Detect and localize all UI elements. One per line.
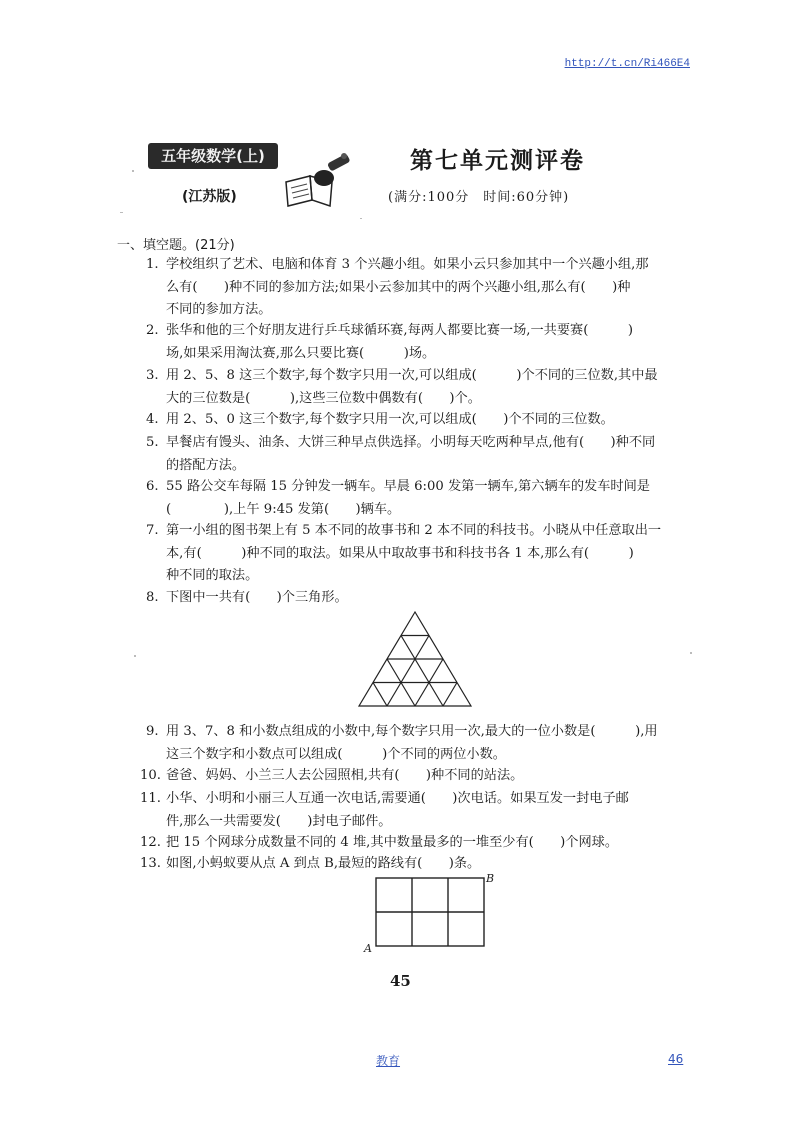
question-text-line: 把 15 个网球分成数量不同的 4 堆,其中数量最多的一堆至少有( )个网球。 [166, 835, 619, 850]
scan-speck [120, 212, 123, 213]
question-text-line: 大的三位数是( ),这些三位数中偶数有( )个。 [166, 390, 481, 406]
question-7 [146, 520, 661, 588]
question-number: 10. [140, 768, 161, 783]
question-text-line: 早餐店有馒头、油条、大饼三种早点供选择。小明每天吃两种早点,他有( )种不同 [166, 435, 656, 450]
question-number: 12. [140, 835, 161, 850]
question-text-line: 用 2、5、8 这三个数字,每个数字只用一次,可以组成( )个不同的三位数,其中最 [166, 368, 658, 383]
triangle-grid-figure [355, 610, 475, 708]
scan-speck [134, 655, 136, 657]
question-number: 6. [146, 479, 159, 494]
question-text-line: 如图,小蚂蚁要从点 A 到点 B,最短的路线有( )条。 [166, 856, 481, 871]
book-pencil-logo-icon [280, 148, 356, 210]
question-number: 13. [140, 856, 161, 871]
question-text-line: 张华和他的三个好朋友进行乒乓球循环赛,每两人都要比赛一场,一共要赛( ) [166, 323, 634, 338]
point-a-label: A [364, 942, 372, 954]
question-9 [146, 721, 658, 766]
question-4 [146, 409, 614, 432]
question-3 [146, 365, 658, 410]
question-number: 8. [146, 590, 159, 605]
question-text-line: 55 路公交车每隔 15 分钟发一辆车。早晨 6:00 发第一辆车,第六辆车的发车时间是 [166, 479, 650, 494]
question-12 [140, 832, 618, 855]
question-number: 1. [146, 257, 159, 272]
page-title: 第七单元测评卷 [410, 147, 585, 174]
source-url-link[interactable]: http://t.cn/Ri466E4 [564, 58, 690, 70]
footer-link-page[interactable]: 46 [668, 1052, 684, 1066]
question-text-line: 么有( )种不同的参加方法;如果小云参加其中的两个兴趣小组,那么有( )种 [166, 279, 631, 295]
question-number: 2. [146, 323, 159, 338]
question-10 [140, 765, 523, 788]
route-grid-figure [362, 872, 496, 954]
question-8 [146, 587, 348, 610]
question-text-line: 这三个数字和小数点可以组成( )个不同的两位小数。 [166, 746, 506, 762]
point-b-label: B [486, 872, 495, 885]
question-text-line: 件,那么一共需要发( )封电子邮件。 [166, 813, 392, 829]
question-11 [140, 788, 629, 833]
exam-info-subtitle: (满分:100分 时间:60分钟) [388, 190, 570, 205]
scan-speck [360, 218, 362, 219]
question-text-line: 学校组织了艺术、电脑和体育 3 个兴趣小组。如果小云只参加其中一个兴趣小组,那 [166, 257, 649, 272]
question-text-line: 本,有( )种不同的取法。如果从中取故事书和科技书各 1 本,那么有( ) [166, 545, 634, 561]
question-2 [146, 320, 633, 365]
page-number: 45 [390, 972, 411, 990]
question-text-line: 爸爸、妈妈、小兰三人去公园照相,共有( )种不同的站法。 [166, 768, 524, 783]
question-1 [146, 254, 649, 322]
question-text-line: 用 2、5、0 这三个数字,每个数字只用一次,可以组成( )个不同的三位数。 [166, 412, 614, 427]
scan-speck [690, 652, 692, 654]
question-text-line: 小华、小明和小丽三人互通一次电话,需要通( )次电话。如果互发一封电子邮 [166, 791, 629, 806]
question-text-line: 第一小组的图书架上有 5 本不同的故事书和 2 本不同的科技书。小晓从中任意取出一 [166, 523, 662, 538]
question-text-line: 的搭配方法。 [166, 457, 246, 473]
question-5 [146, 432, 655, 477]
question-text-line: 下图中一共有( )个三角形。 [166, 590, 348, 605]
question-number: 11. [140, 791, 161, 806]
scan-speck [132, 170, 134, 172]
footer-link-education[interactable]: 教育 [376, 1054, 401, 1068]
question-number: 4. [146, 412, 159, 427]
grade-badge: 五年级数学(上) [148, 143, 278, 169]
question-text-line: ( ),上午 9:45 发第( )辆车。 [166, 501, 401, 517]
section-heading: 一、填空题。(21分) [117, 238, 235, 253]
question-text-line: 用 3、7、8 和小数点组成的小数中,每个数字只用一次,最大的一位小数是( ),用 [166, 724, 658, 739]
edition-label: (江苏版) [182, 189, 237, 205]
question-text-line: 场,如果采用淘汰赛,那么只要比赛( )场。 [166, 345, 436, 361]
question-number: 5. [146, 435, 159, 450]
question-number: 9. [146, 724, 159, 739]
question-text-line: 不同的参加方法。 [166, 302, 272, 317]
question-number: 3. [146, 368, 159, 383]
question-number: 7. [146, 523, 159, 538]
question-text-line: 种不同的取法。 [166, 568, 259, 583]
question-6 [146, 476, 650, 521]
